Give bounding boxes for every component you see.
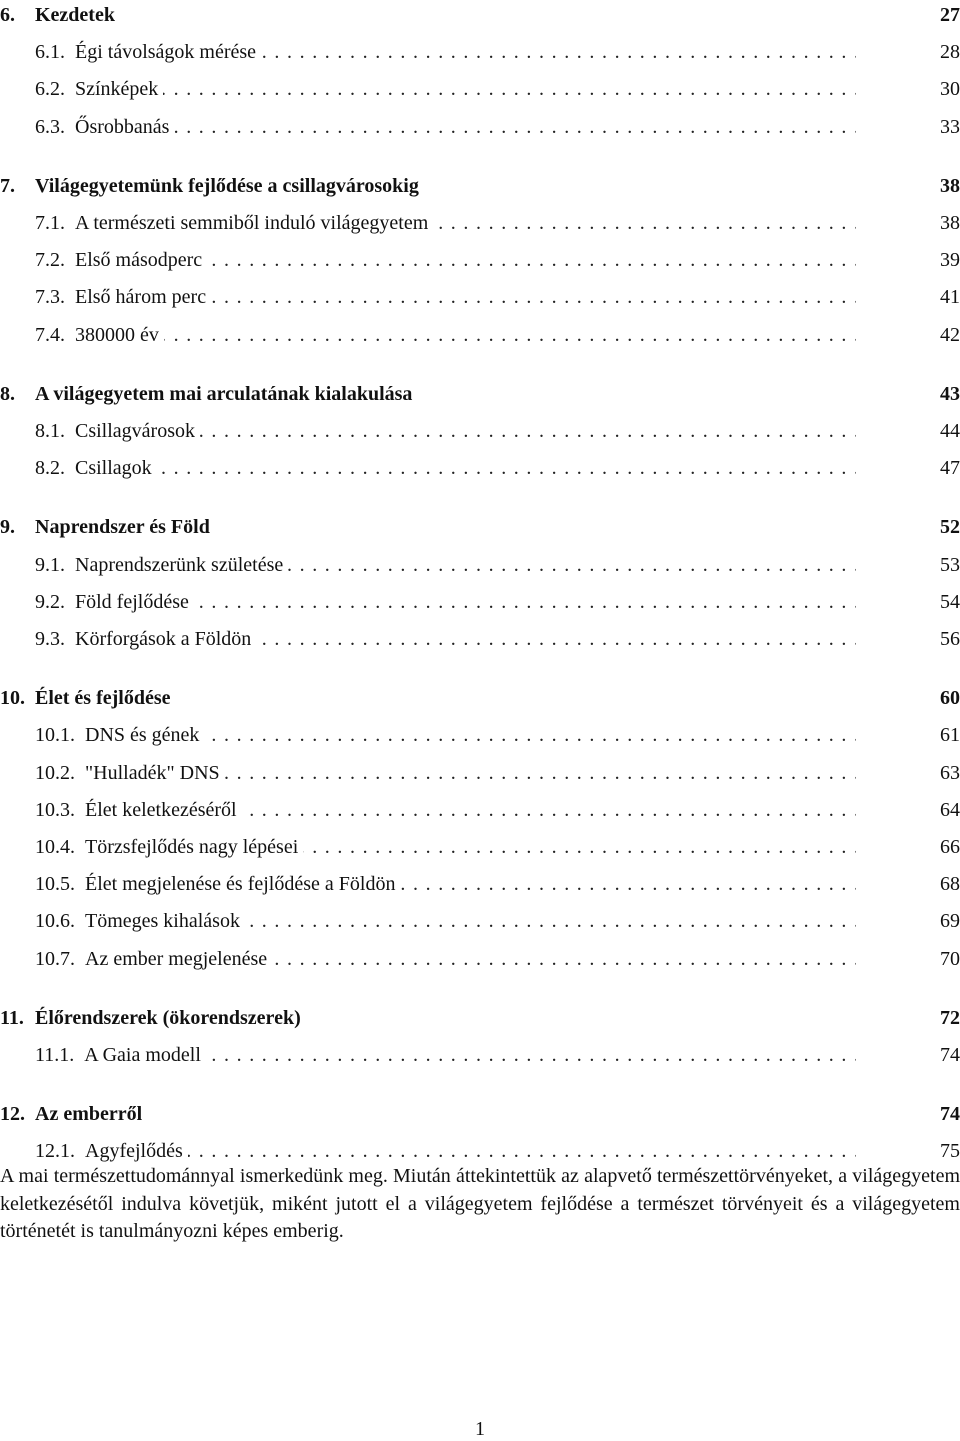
toc-section[interactable] [0, 624, 960, 654]
toc-section[interactable] [0, 550, 960, 580]
toc-chapter[interactable] [0, 512, 960, 542]
chapter-page: 74 [940, 1103, 960, 1126]
section-label [35, 416, 200, 446]
section-label [35, 245, 207, 275]
toc-chapter[interactable] [0, 171, 960, 201]
section-leader [0, 587, 908, 617]
section-number: 6.1. [35, 41, 65, 64]
toc-section[interactable] [0, 720, 960, 750]
chapter-page: 38 [940, 174, 960, 197]
toc-section[interactable] [0, 1040, 960, 1070]
chapter-title: Naprendszer és Föld [35, 516, 210, 539]
section-label [35, 758, 225, 788]
section-page: 33 [940, 115, 960, 138]
section-leader [0, 453, 908, 483]
section-page: 66 [940, 836, 960, 858]
section-leader [0, 944, 908, 974]
section-page: 69 [940, 910, 960, 933]
chapter-page: 72 [940, 1006, 960, 1029]
section-title: "Hulladék" DNS [85, 761, 220, 784]
section-label [35, 320, 164, 350]
section-leader [0, 320, 908, 350]
section-label [35, 208, 433, 238]
section-number: 8.1. [35, 420, 65, 442]
section-leader [0, 550, 908, 580]
section-page: 70 [940, 947, 960, 970]
section-page: 42 [940, 323, 960, 346]
section-number: 10.3. [35, 798, 75, 821]
page-number: 1 [475, 1418, 485, 1440]
section-page: 30 [940, 78, 960, 101]
section-leader [0, 795, 908, 825]
section-label [35, 112, 174, 142]
section-title: Színképek [75, 78, 159, 101]
section-title: Naprendszerünk születése [75, 553, 284, 576]
section-page: 63 [940, 761, 960, 784]
section-title: Csillagok [75, 457, 152, 480]
section-number: 7.1. [35, 212, 65, 234]
chapter-number: 9. [0, 516, 15, 539]
toc-chapter[interactable] [0, 1003, 960, 1033]
chapter-number: 7. [0, 174, 15, 197]
toc-section[interactable] [0, 1136, 960, 1166]
toc-section[interactable] [0, 869, 960, 899]
section-number: 10.4. [35, 836, 75, 858]
section-page: 39 [940, 249, 960, 272]
section-title: Tömeges kihalások [85, 910, 240, 933]
chapter-page: 43 [940, 382, 960, 405]
section-number: 10.2. [35, 761, 75, 784]
section-title: Ősrobbanás [75, 115, 170, 138]
section-leader [0, 112, 908, 142]
section-label [35, 832, 303, 862]
section-leader [0, 245, 908, 275]
section-number: 6.2. [35, 78, 65, 101]
chapter-title: Az emberről [35, 1103, 143, 1126]
toc-chapter[interactable] [0, 0, 960, 30]
section-title: Az ember megjelenése [85, 947, 268, 970]
section-number: 11.1. [35, 1044, 75, 1066]
section-number: 6.3. [35, 115, 65, 138]
section-label [35, 453, 157, 483]
chapter-number: 8. [0, 382, 15, 405]
section-title: Föld fejlődése [75, 590, 189, 613]
toc-section[interactable] [0, 758, 960, 788]
toc-section[interactable] [0, 795, 960, 825]
toc-section[interactable] [0, 37, 960, 67]
section-title: Égi távolságok mérése [75, 41, 257, 64]
chapter-number: 10. [0, 687, 25, 710]
section-leader [0, 869, 908, 899]
section-label [35, 1136, 188, 1166]
section-page: 61 [940, 724, 960, 747]
section-number: 10.5. [35, 873, 75, 896]
section-title: Első három perc [75, 286, 207, 309]
section-title: Élet megjelenése és fejlődése a Földön [85, 873, 396, 896]
intro-paragraph: A mai természettudománnyal ismerkedünk meg. Miután áttekintettük az alapvető természettörvényeket, a világegyetem keletkezésétől indulva követjük, miként jutott el a világegyetem fejlődése a természet törvényeit és a világegyetem történetét is tanulmányozni képes emberig. [0, 1165, 960, 1242]
section-page: 47 [940, 457, 960, 480]
section-number: 8.2. [35, 457, 65, 480]
section-leader [0, 832, 908, 862]
toc-section[interactable] [0, 245, 960, 275]
section-title: Első másodperc [75, 249, 203, 272]
toc-section[interactable] [0, 74, 960, 104]
section-page: 54 [940, 590, 960, 613]
section-leader [0, 906, 908, 936]
chapter-title: Világegyetemünk fejlődése a csillagvárosokig [35, 174, 419, 197]
section-number: 10.6. [35, 910, 75, 933]
section-leader [0, 208, 908, 238]
chapter-title: Kezdetek [35, 4, 115, 26]
toc-section[interactable] [0, 282, 960, 312]
toc-section[interactable] [0, 208, 960, 238]
toc-section[interactable] [0, 416, 960, 446]
section-label [35, 74, 163, 104]
section-label [35, 944, 272, 974]
section-leader [0, 74, 908, 104]
chapter-page: 52 [940, 516, 960, 539]
chapter-number: 6. [0, 4, 15, 26]
section-page: 74 [940, 1044, 960, 1066]
section-title: Csillagvárosok [75, 420, 195, 442]
section-title: DNS és gének [85, 724, 200, 747]
section-label [35, 587, 194, 617]
toc-section[interactable] [0, 944, 960, 974]
section-leader [0, 758, 908, 788]
section-page: 64 [940, 798, 960, 821]
toc-section[interactable] [0, 587, 960, 617]
section-label [35, 795, 242, 825]
section-page: 44 [940, 420, 960, 442]
section-leader [0, 416, 908, 446]
toc-section[interactable] [0, 112, 960, 142]
section-title: Élet keletkezéséről [85, 798, 237, 821]
section-number: 10.1. [35, 724, 75, 747]
section-title: A természeti semmiből induló világegyetem [75, 212, 429, 234]
chapter-title: A világegyetem mai arculatának kialakulása [35, 382, 413, 405]
section-number: 12.1. [35, 1140, 75, 1163]
toc-chapter[interactable] [0, 379, 960, 409]
chapter-number: 11. [0, 1006, 24, 1029]
toc-section[interactable] [0, 453, 960, 483]
section-number: 7.2. [35, 249, 65, 272]
chapter-title: Élet és fejlődése [35, 687, 171, 710]
dot-leader [35, 453, 856, 483]
section-page: 28 [940, 41, 960, 64]
toc-chapter[interactable] [0, 683, 960, 713]
section-title: Körforgások a Földön [75, 628, 252, 650]
section-title: Törzsfejlődés nagy lépései [85, 836, 299, 858]
section-label [35, 720, 204, 750]
section-leader [0, 1136, 908, 1166]
section-label [35, 906, 245, 936]
section-label [35, 624, 256, 654]
section-number: 9.1. [35, 553, 65, 576]
section-page: 53 [940, 553, 960, 576]
section-title: Agyfejlődés [85, 1140, 183, 1163]
section-leader [0, 282, 908, 312]
section-title: A Gaia modell [84, 1044, 201, 1066]
section-title: 380000 év [75, 323, 159, 346]
section-number: 7.3. [35, 286, 65, 309]
chapter-page: 27 [940, 4, 960, 26]
section-number: 9.2. [35, 590, 65, 613]
section-leader [0, 624, 908, 654]
section-number: 9.3. [35, 628, 65, 650]
section-leader [0, 720, 908, 750]
section-page: 38 [940, 212, 960, 234]
toc-section[interactable] [0, 320, 960, 350]
section-label [35, 1040, 206, 1070]
section-label [35, 550, 288, 580]
section-leader [0, 1040, 908, 1070]
section-number: 7.4. [35, 323, 65, 346]
toc-chapter[interactable] [0, 1099, 960, 1129]
section-label [35, 37, 261, 67]
chapter-title: Élőrendszerek (ökorendszerek) [35, 1006, 301, 1029]
section-leader [0, 37, 908, 67]
section-label [35, 282, 211, 312]
toc-section[interactable] [0, 832, 960, 862]
section-page: 56 [940, 628, 960, 650]
section-page: 68 [940, 873, 960, 896]
section-label [35, 869, 400, 899]
section-number: 10.7. [35, 947, 75, 970]
section-page: 75 [940, 1140, 960, 1163]
chapter-number: 12. [0, 1103, 25, 1126]
toc-section[interactable] [0, 906, 960, 936]
chapter-page: 60 [940, 687, 960, 710]
section-page: 41 [940, 286, 960, 309]
